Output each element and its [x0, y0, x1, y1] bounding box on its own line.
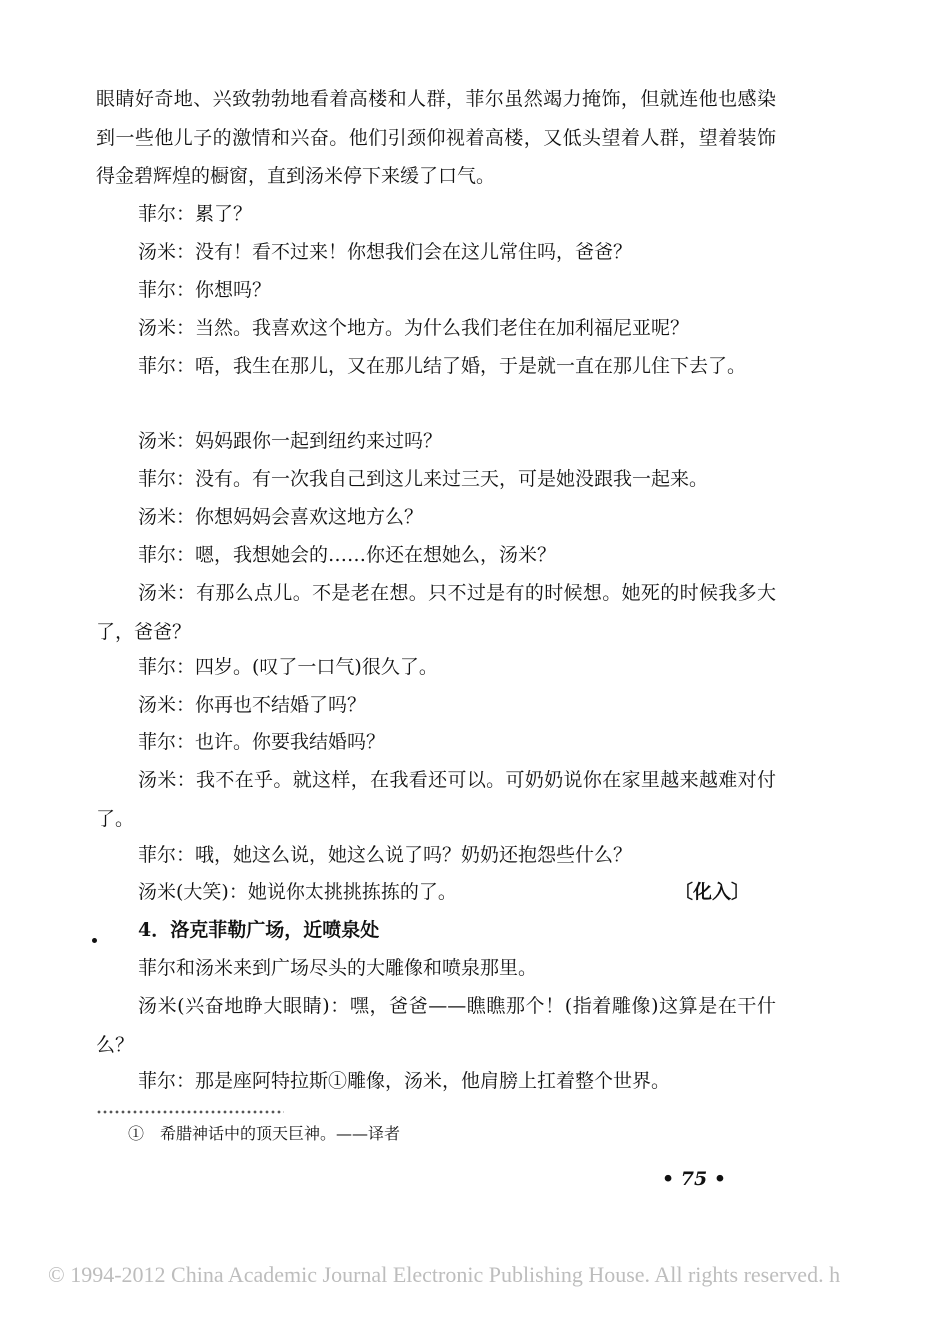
scene-heading: 4．洛克菲勒广场，近喷泉处	[138, 919, 380, 941]
dialogue-line: 汤米：我不在乎。就这样，在我看还可以。可奶奶说你在家里越来越难对付了。	[96, 769, 776, 830]
dialogue-line: 汤米：没有！看不过来！你想我们会在这儿常住吗，爸爸？	[138, 241, 633, 263]
dialogue-line: 菲尔：你想吗？	[138, 279, 272, 301]
dialogue-line: 汤米：你再也不结婚了吗？	[138, 694, 367, 716]
dialogue-line: 汤米：当然。我喜欢这个地方。为什么我们老住在加利福尼亚呢？	[138, 317, 690, 339]
dialogue-line: 汤米：妈妈跟你一起到纽约来过吗？	[138, 430, 443, 452]
dialogue-line: 菲尔：累了？	[138, 203, 253, 225]
dialogue-line: 菲尔：那是座阿特拉斯①雕像，汤米，他肩膀上扛着整个世界。	[138, 1070, 671, 1092]
copyright-notice: © 1994-2012 China Academic Journal Electronic Publishing House. All rights reserved. h	[48, 1262, 841, 1287]
scene-transition: 〔化入〕	[673, 881, 750, 903]
dialogue-line: 汤米：你想妈妈会喜欢这地方么？	[138, 506, 424, 528]
dialogue-line: 汤米：有那么点儿。不是老在想。只不过是有的时候想。她死的时候我多大了，爸爸？	[96, 582, 776, 643]
dialogue-line: 菲尔：没有。有一次我自己到这儿来过三天，可是她没跟我一起来。	[138, 468, 709, 490]
dialogue-line: 菲尔：哦，她这么说，她这么说了吗？奶奶还抱怨些什么？	[138, 844, 633, 866]
dialogue-line: 菲尔：唔，我生在那儿，又在那儿结了婚，于是就一直在那儿住下去了。	[138, 355, 747, 377]
dialogue-line: 菲尔：四岁。(叹了一口气)很久了。	[138, 656, 438, 678]
dialogue-line: 汤米(兴奋地睁大眼睛)：嘿，爸爸——瞧瞧那个！(指着雕像)这算是在干什么？	[96, 995, 776, 1056]
stage-direction: 菲尔和汤米来到广场尽头的大雕像和喷泉那里。	[138, 957, 538, 979]
margin-dot	[92, 938, 97, 943]
narration-paragraph: 眼睛好奇地、兴致勃勃地看着高楼和人群，菲尔虽然竭力掩饰，但就连他也感染到一些他儿子的激情和兴奋。他们引颈仰视着高楼，又低头望着人群，望着装饰得金碧辉煌的橱窗，直到汤米停下来缓了口气。	[96, 88, 776, 187]
dialogue-line: 菲尔：嗯，我想她会的……你还在想她么，汤米？	[138, 544, 557, 566]
dialogue-line: 汤米(大笑)：她说你太挑挑拣拣的了。	[138, 881, 457, 903]
dialogue-line: 菲尔：也许。你要我结婚吗？	[138, 731, 386, 753]
footnote-rule	[96, 1110, 284, 1114]
footnote: ① 希腊神话中的顶天巨神。——译者	[128, 1124, 401, 1143]
page-number: • 75 •	[662, 1168, 726, 1190]
